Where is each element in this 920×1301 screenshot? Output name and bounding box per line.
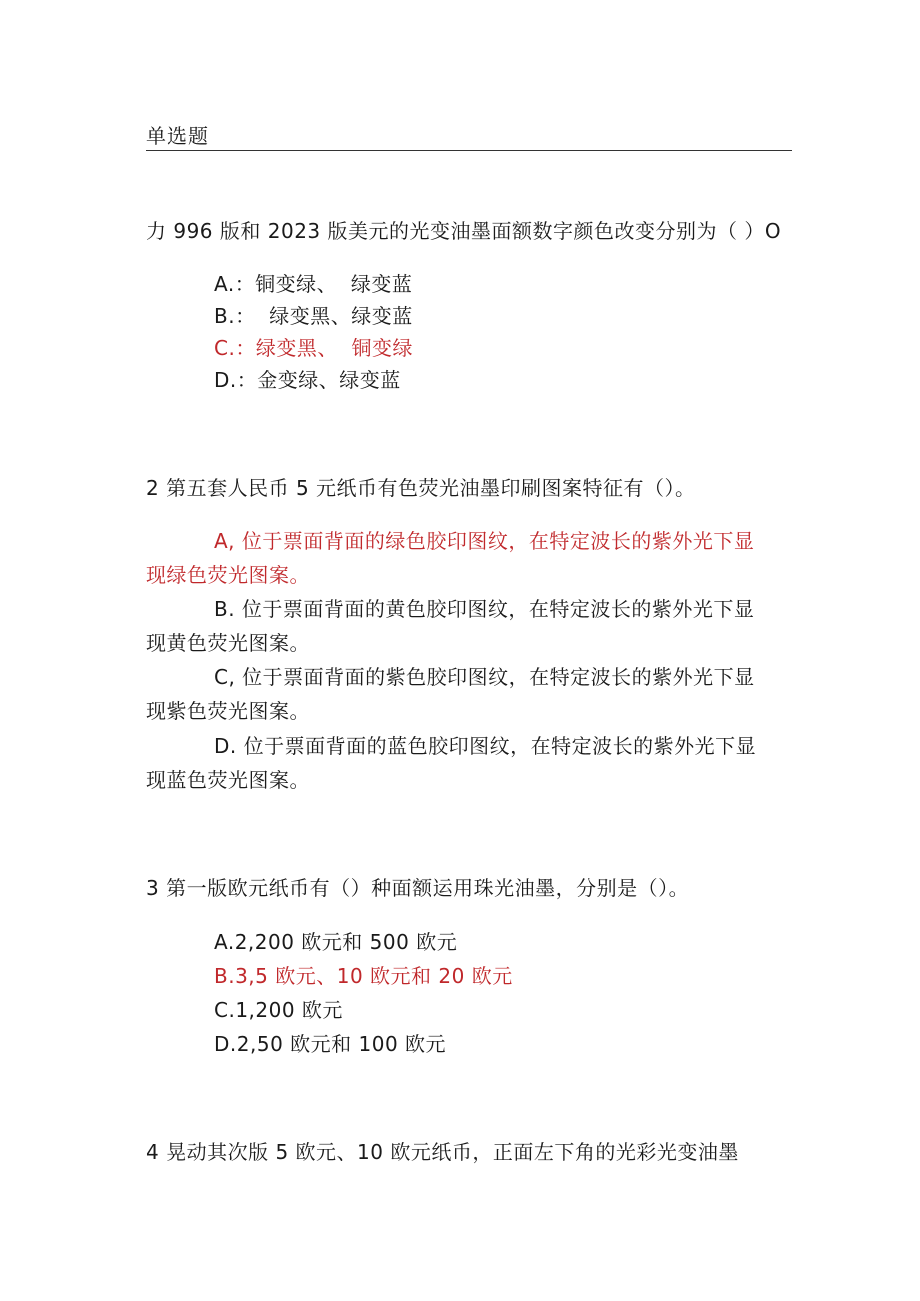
question-1-option-c-correct: C.：绿变黑、 铜变绿 bbox=[214, 336, 414, 360]
question-2-option-d-line1: D. 位于票面背面的蓝色胶印图纹，在特定波长的紫外光下显 bbox=[214, 734, 757, 758]
question-2-option-c-line1: C, 位于票面背面的紫色胶印图纹，在特定波长的紫外光下显 bbox=[214, 665, 755, 689]
question-2-option-b-line1: B. 位于票面背面的黄色胶印图纹，在特定波长的紫外光下显 bbox=[214, 597, 755, 621]
section-title: 单选题 bbox=[146, 124, 209, 148]
question-3-option-b-correct: B.3,5 欧元、10 欧元和 20 欧元 bbox=[214, 964, 513, 988]
question-1-option-d: D.：金变绿、绿变蓝 bbox=[214, 368, 401, 392]
question-2-option-d-line2: 现蓝色荧光图案。 bbox=[146, 768, 310, 792]
question-3-option-c: C.1,200 欧元 bbox=[214, 998, 343, 1022]
question-4-stem: 4 晃动其次版 5 欧元、10 欧元纸币，正面左下角的光彩光变油墨 bbox=[146, 1140, 739, 1164]
section-header bbox=[146, 122, 792, 151]
question-2-option-c-line2: 现紫色荧光图案。 bbox=[146, 699, 310, 723]
question-1-stem: 力 996 版和 2023 版美元的光变油墨面额数字颜色改变分别为（ ）O bbox=[146, 219, 782, 243]
question-2-option-a-line2: 现绿色荧光图案。 bbox=[146, 563, 310, 587]
question-2-stem: 2 第五套人民币 5 元纸币有色荧光油墨印刷图案特征有（）。 bbox=[146, 476, 696, 500]
question-3-stem: 3 第一版欧元纸币有（）种面额运用珠光油墨，分别是（）。 bbox=[146, 876, 690, 900]
question-1-option-a: A.：铜变绿、 绿变蓝 bbox=[214, 272, 413, 296]
question-2-option-a-line1: A, 位于票面背面的绿色胶印图纹，在特定波长的紫外光下显 bbox=[214, 529, 755, 553]
question-3-option-a: A.2,200 欧元和 500 欧元 bbox=[214, 930, 458, 954]
question-1-option-b: B.： 绿变黑、绿变蓝 bbox=[214, 304, 413, 328]
question-3-option-d: D.2,50 欧元和 100 欧元 bbox=[214, 1032, 447, 1056]
question-2-option-b-line2: 现黄色荧光图案。 bbox=[146, 631, 310, 655]
